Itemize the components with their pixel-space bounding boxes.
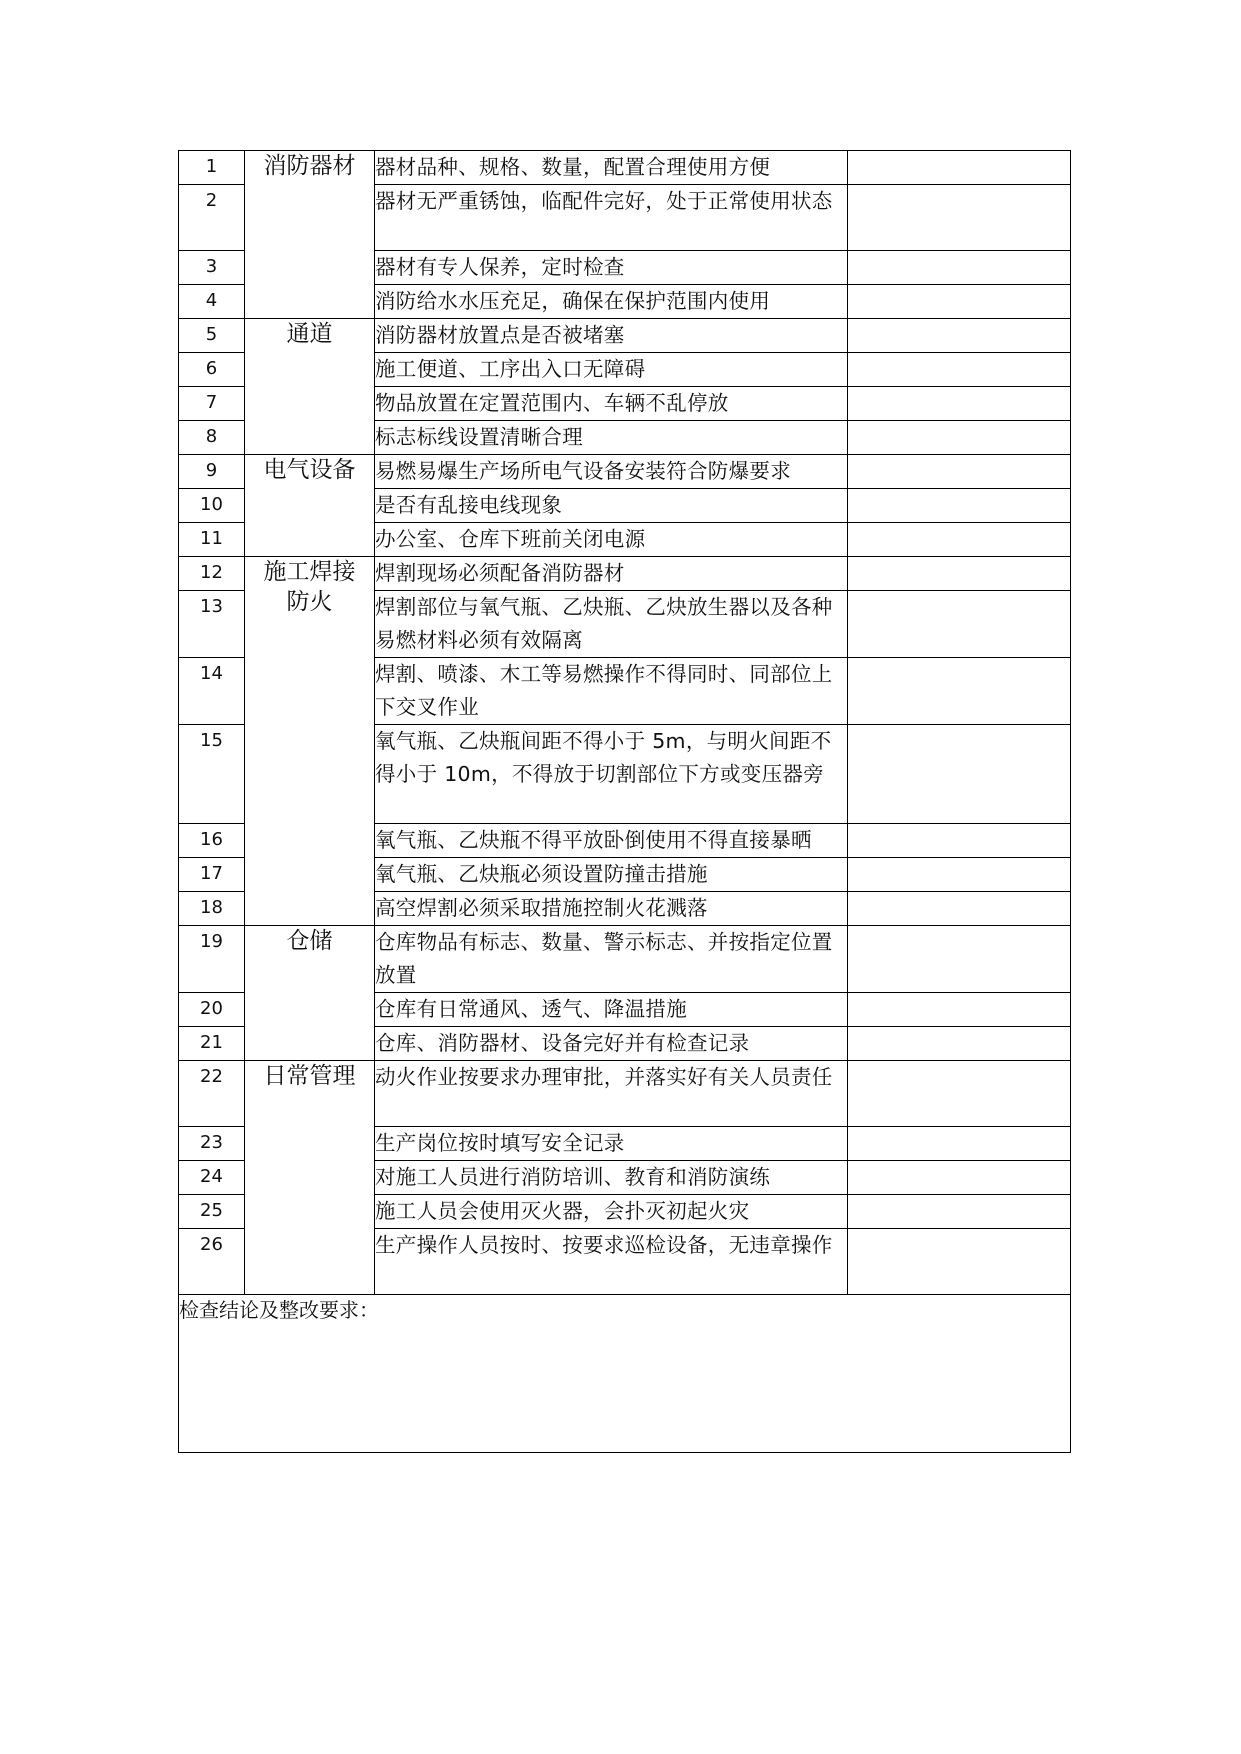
- check-item-text: 标志标线设置清晰合理: [375, 421, 848, 455]
- check-result-cell[interactable]: [848, 251, 1071, 285]
- category-cell: [245, 557, 375, 926]
- check-result-cell[interactable]: [848, 725, 1071, 824]
- row-number: 24: [179, 1161, 245, 1195]
- row-number: 19: [179, 926, 245, 993]
- row-number: 12: [179, 557, 245, 591]
- check-item-text: 器材品种、规格、数量，配置合理使用方便: [375, 151, 848, 185]
- row-number: 17: [179, 858, 245, 892]
- check-result-cell[interactable]: [848, 455, 1071, 489]
- check-result-cell[interactable]: [848, 1127, 1071, 1161]
- check-item-text: 器材无严重锈蚀，临配件完好，处于正常使用状态: [375, 185, 848, 251]
- check-result-cell[interactable]: [848, 353, 1071, 387]
- check-result-cell[interactable]: [848, 1161, 1071, 1195]
- row-number: 8: [179, 421, 245, 455]
- check-item-text: 氧气瓶、乙炔瓶不得平放卧倒使用不得直接暴晒: [375, 824, 848, 858]
- check-item-text: 易燃易爆生产场所电气设备安装符合防爆要求: [375, 455, 848, 489]
- check-item-text: 生产岗位按时填写安全记录: [375, 1127, 848, 1161]
- row-number: 21: [179, 1027, 245, 1061]
- table-row: [179, 319, 1071, 353]
- conclusion-cell[interactable]: [179, 1295, 1071, 1453]
- check-item-text: 生产操作人员按时、按要求巡检设备，无违章操作: [375, 1229, 848, 1295]
- row-number: 20: [179, 993, 245, 1027]
- row-number: 23: [179, 1127, 245, 1161]
- check-result-cell[interactable]: [848, 523, 1071, 557]
- check-item-text: 仓库物品有标志、数量、警示标志、并按指定位置放置: [375, 926, 848, 993]
- check-item-text: 器材有专人保养，定时检查: [375, 251, 848, 285]
- row-number: 13: [179, 591, 245, 658]
- check-item-text: 氧气瓶、乙炔瓶间距不得小于 5m，与明火间距不得小于 10m，不得放于切割部位下方或变压器旁: [375, 725, 848, 824]
- table-row: [179, 557, 1071, 591]
- check-result-cell[interactable]: [848, 993, 1071, 1027]
- checklist-body: [179, 151, 1071, 1295]
- row-number: 26: [179, 1229, 245, 1295]
- category-cell: [245, 1061, 375, 1295]
- check-item-text: 氧气瓶、乙炔瓶必须设置防撞击措施: [375, 858, 848, 892]
- check-item-text: 焊割现场必须配备消防器材: [375, 557, 848, 591]
- row-number: 3: [179, 251, 245, 285]
- table-row: [179, 1061, 1071, 1127]
- check-item-text: 办公室、仓库下班前关闭电源: [375, 523, 848, 557]
- row-number: 2: [179, 185, 245, 251]
- check-item-text: 动火作业按要求办理审批，并落实好有关人员责任: [375, 1061, 848, 1127]
- row-number: 25: [179, 1195, 245, 1229]
- check-item-text: 焊割、喷漆、木工等易燃操作不得同时、同部位上下交叉作业: [375, 658, 848, 725]
- check-result-cell[interactable]: [848, 557, 1071, 591]
- check-item-text: 施工便道、工序出入口无障碍: [375, 353, 848, 387]
- row-number: 9: [179, 455, 245, 489]
- category-cell: [245, 151, 375, 319]
- category-cell: [245, 455, 375, 557]
- row-number: 1: [179, 151, 245, 185]
- check-item-text: 消防器材放置点是否被堵塞: [375, 319, 848, 353]
- check-item-text: 物品放置在定置范围内、车辆不乱停放: [375, 387, 848, 421]
- check-result-cell[interactable]: [848, 1061, 1071, 1127]
- check-result-cell[interactable]: [848, 285, 1071, 319]
- check-result-cell[interactable]: [848, 658, 1071, 725]
- row-number: 7: [179, 387, 245, 421]
- row-number: 15: [179, 725, 245, 824]
- check-result-cell[interactable]: [848, 1027, 1071, 1061]
- row-number: 5: [179, 319, 245, 353]
- check-result-cell[interactable]: [848, 1229, 1071, 1295]
- table-row: [179, 151, 1071, 185]
- check-result-cell[interactable]: [848, 591, 1071, 658]
- row-number: 11: [179, 523, 245, 557]
- row-number: 6: [179, 353, 245, 387]
- check-item-text: 对施工人员进行消防培训、教育和消防演练: [375, 1161, 848, 1195]
- conclusion-row: [179, 1295, 1071, 1453]
- check-item-text: 高空焊割必须采取措施控制火花溅落: [375, 892, 848, 926]
- fire-safety-checklist-table: [178, 150, 1071, 1453]
- check-result-cell[interactable]: [848, 892, 1071, 926]
- check-item-text: 焊割部位与氧气瓶、乙炔瓶、乙炔放生器以及各种易燃材料必须有效隔离: [375, 591, 848, 658]
- check-item-text: 仓库、消防器材、设备完好并有检查记录: [375, 1027, 848, 1061]
- check-result-cell[interactable]: [848, 185, 1071, 251]
- category-label: 电气设备: [263, 457, 356, 483]
- check-item-text: 仓库有日常通风、透气、降温措施: [375, 993, 848, 1027]
- check-result-cell[interactable]: [848, 489, 1071, 523]
- table-row: [179, 455, 1071, 489]
- check-result-cell[interactable]: [848, 858, 1071, 892]
- row-number: 4: [179, 285, 245, 319]
- check-result-cell[interactable]: [848, 151, 1071, 185]
- check-result-cell[interactable]: [848, 824, 1071, 858]
- category-label: 施工焊接防火: [263, 559, 356, 615]
- category-label: 通道: [286, 321, 333, 347]
- check-result-cell[interactable]: [848, 421, 1071, 455]
- table-row: [179, 926, 1071, 993]
- check-item-text: 消防给水水压充足，确保在保护范围内使用: [375, 285, 848, 319]
- category-label: 消防器材: [263, 153, 356, 179]
- check-result-cell[interactable]: [848, 1195, 1071, 1229]
- category-label: 日常管理: [263, 1063, 356, 1089]
- category-cell: [245, 926, 375, 1061]
- check-result-cell[interactable]: [848, 387, 1071, 421]
- check-result-cell[interactable]: [848, 319, 1071, 353]
- row-number: 18: [179, 892, 245, 926]
- row-number: 10: [179, 489, 245, 523]
- check-result-cell[interactable]: [848, 926, 1071, 993]
- row-number: 14: [179, 658, 245, 725]
- check-item-text: 是否有乱接电线现象: [375, 489, 848, 523]
- conclusion-label: 检查结论及整改要求：: [179, 1298, 379, 1322]
- row-number: 22: [179, 1061, 245, 1127]
- check-item-text: 施工人员会使用灭火器，会扑灭初起火灾: [375, 1195, 848, 1229]
- category-label: 仓储: [286, 928, 333, 954]
- category-cell: [245, 319, 375, 455]
- row-number: 16: [179, 824, 245, 858]
